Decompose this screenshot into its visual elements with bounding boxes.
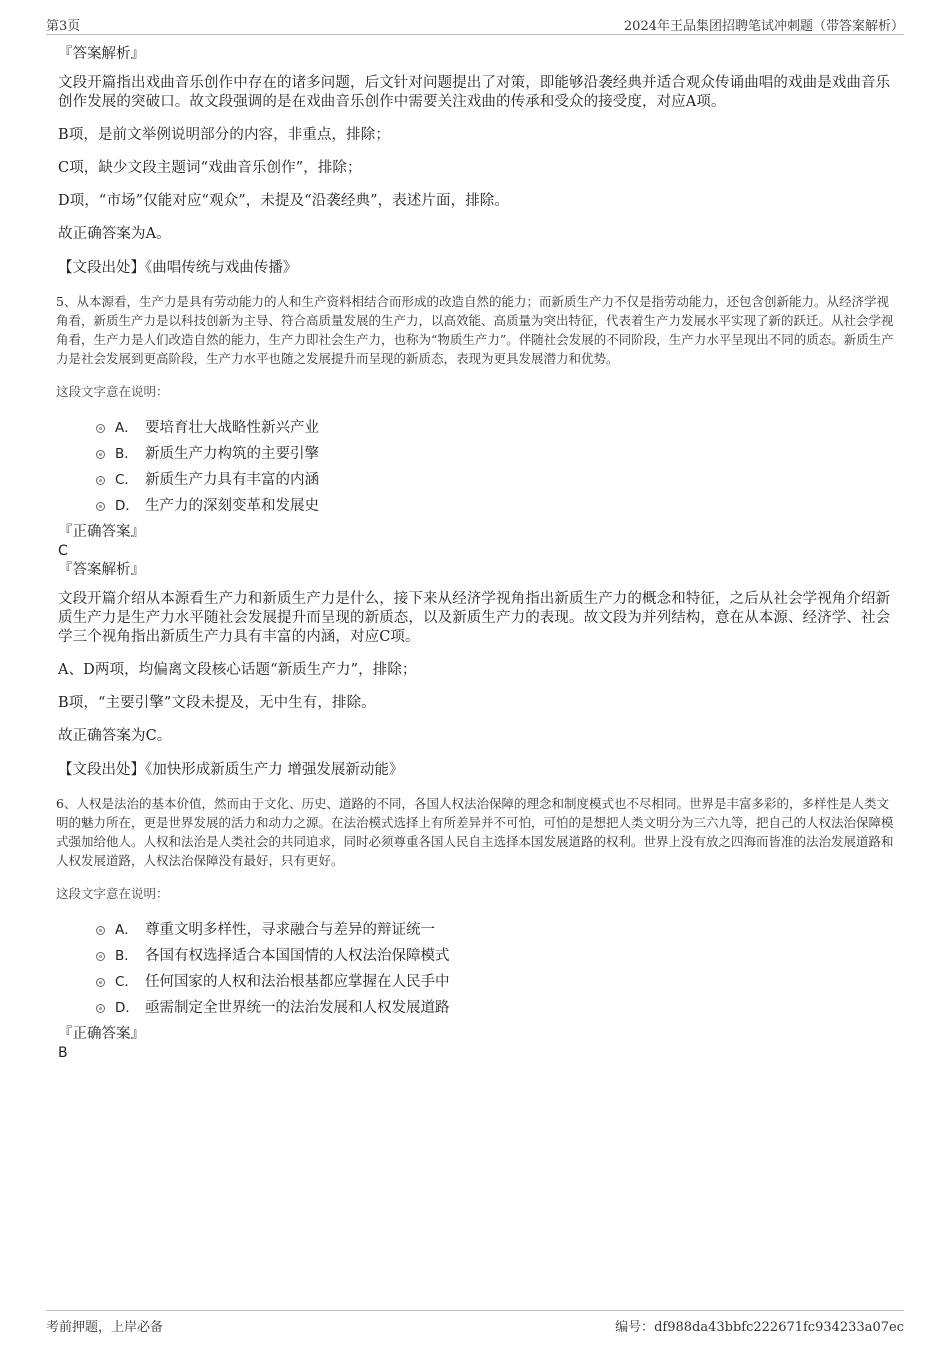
option-text: 要培育壮大战略性新兴产业 xyxy=(145,420,319,436)
radio-icon[interactable] xyxy=(96,978,105,987)
analysis-paragraph: 文段开篇介绍从本源看生产力和新质生产力是什么，接下来从经济学视角指出新质生产力的概念和特征，之后从社会学视角介绍新质生产力是生产力水平随社会发展提升而呈现的新质态，以及新质生产力的表现。故文段为并列结构，意在从本源、经济学、社会学三个视角指出新质生产力具有丰富的内涵，对应C项。 xyxy=(58,591,891,645)
correct-answer-block xyxy=(58,1025,896,1063)
answer-conclusion: 故正确答案为A。 xyxy=(58,226,171,242)
source-citation: 【文段出处】《加快形成新质生产力 增强发展新动能》 xyxy=(58,762,404,778)
option-d[interactable]: D． 亟需制定全世界统一的法治发展和人权发展道路 xyxy=(96,995,896,1021)
page-footer xyxy=(46,1310,904,1335)
analysis-heading: 『答案解析』 xyxy=(58,562,145,578)
question-5-stem: 5、从本源看，生产力是具有劳动能力的人和生产资料相结合而形成的改造自然的能力；而新质生产力不仅是指劳动能力，还包含创新能力。从经济学视角看，新质生产力是以科技创新为主导、符合高质量发展的生产力，以高效能、高质量为突出特征，代表着生产力发展水平实现了新的跃迁。从社会学视角看，生产力是人们改造自然的能力，生产力即社会生产力，也称为“物质生产力”。伴随社会发展的不同阶段，生产力水平呈现出不同的质态。新质生产力是社会发展到更高阶段，生产力水平也随之发展提升而呈现的新质态，表现为更具发展潜力和优势。 xyxy=(56,294,894,366)
option-text: 各国有权选择适合本国国情的人权法治保障模式 xyxy=(145,948,450,964)
correct-answer-heading: 『正确答案』 xyxy=(58,524,145,540)
correct-answer: C xyxy=(58,543,68,559)
radio-icon[interactable] xyxy=(96,424,105,433)
radio-icon[interactable] xyxy=(96,1004,105,1013)
document-title: 2024年王品集团招聘笔试冲刺题（带答案解析） xyxy=(623,19,904,34)
option-a[interactable]: A． 要培育壮大战略性新兴产业 xyxy=(96,415,896,441)
option-a[interactable]: A． 尊重文明多样性，寻求融合与差异的辩证统一 xyxy=(96,917,896,943)
analysis-line: B项，是前文举例说明部分的内容，非重点，排除； xyxy=(58,127,390,143)
question-5-prompt: 这段文字意在说明： xyxy=(56,384,169,399)
radio-icon[interactable] xyxy=(96,450,105,459)
question-5-options xyxy=(56,415,896,519)
page-number: 第3页 xyxy=(46,19,81,34)
option-text: 生产力的深刻变革和发展史 xyxy=(145,498,319,514)
source-citation: 【文段出处】《曲唱传统与戏曲传播》 xyxy=(58,260,298,276)
page-header xyxy=(46,12,904,35)
option-text: 新质生产力构筑的主要引擎 xyxy=(145,446,319,462)
correct-answer: B xyxy=(58,1045,68,1061)
correct-answer-heading: 『正确答案』 xyxy=(58,1026,145,1042)
analysis-heading: 『答案解析』 xyxy=(58,46,145,62)
analysis-paragraph: 文段开篇指出戏曲音乐创作中存在的诸多问题，后文针对问题提出了对策，即能够沿袭经典并适合观众传诵曲唱的戏曲是戏曲音乐创作发展的突破口。故文段强调的是在戏曲音乐创作中需要关注戏曲的传承和受众的接受度，对应A项。 xyxy=(58,75,891,110)
option-text: 尊重文明多样性，寻求融合与差异的辩证统一 xyxy=(145,922,435,938)
option-c[interactable]: C． 任何国家的人权和法治根基都应掌握在人民手中 xyxy=(96,969,896,995)
radio-icon[interactable] xyxy=(96,926,105,935)
option-text: 任何国家的人权和法治根基都应掌握在人民手中 xyxy=(145,974,450,990)
radio-icon[interactable] xyxy=(96,502,105,511)
option-b[interactable]: B． 各国有权选择适合本国国情的人权法治保障模式 xyxy=(96,943,896,969)
page-content xyxy=(56,44,896,1073)
correct-answer-block xyxy=(58,523,896,580)
answer-conclusion: 故正确答案为C。 xyxy=(58,728,172,744)
option-b[interactable]: B． 新质生产力构筑的主要引擎 xyxy=(96,441,896,467)
question-6-options xyxy=(56,917,896,1021)
radio-icon[interactable] xyxy=(96,476,105,485)
option-d[interactable]: D． 生产力的深刻变革和发展史 xyxy=(96,493,896,519)
question-6-stem: 6、人权是法治的基本价值，然而由于文化、历史、道路的不同，各国人权法治保障的理念和制度模式也不尽相同。世界是丰富多彩的，多样性是人类文明的魅力所在，更是世界发展的活力和动力之源。在法治模式选择上有所差异并不可怕，可怕的是想把人类文明分为三六九等，把自己的人权法治保障模式强加给他人。人权和法治是人类社会的共同追求，同时必须尊重各国人民自主选择本国发展道路的权利。世界上没有放之四海而皆准的法治发展道路和人权发展道路，人权法治保障没有最好，只有更好。 xyxy=(56,796,894,868)
document-id: 编号：df988da43bbfc222671fc934233a07ec xyxy=(615,1320,904,1335)
radio-icon[interactable] xyxy=(96,952,105,961)
option-text: 亟需制定全世界统一的法治发展和人权发展道路 xyxy=(145,1000,450,1016)
analysis-line: C项，缺少文段主题词“戏曲音乐创作”，排除； xyxy=(58,160,362,176)
option-text: 新质生产力具有丰富的内涵 xyxy=(145,472,319,488)
analysis-line: A、D两项，均偏离文段核心话题“新质生产力”，排除； xyxy=(58,662,417,678)
option-c[interactable]: C． 新质生产力具有丰富的内涵 xyxy=(96,467,896,493)
question-6-prompt: 这段文字意在说明： xyxy=(56,886,169,901)
footer-slogan: 考前押题，上岸必备 xyxy=(46,1320,164,1335)
analysis-line: B项，“主要引擎”文段未提及，无中生有，排除。 xyxy=(58,695,376,711)
analysis-line: D项，“市场”仅能对应“观众”，未提及“沿袭经典”，表述片面，排除。 xyxy=(58,193,509,209)
